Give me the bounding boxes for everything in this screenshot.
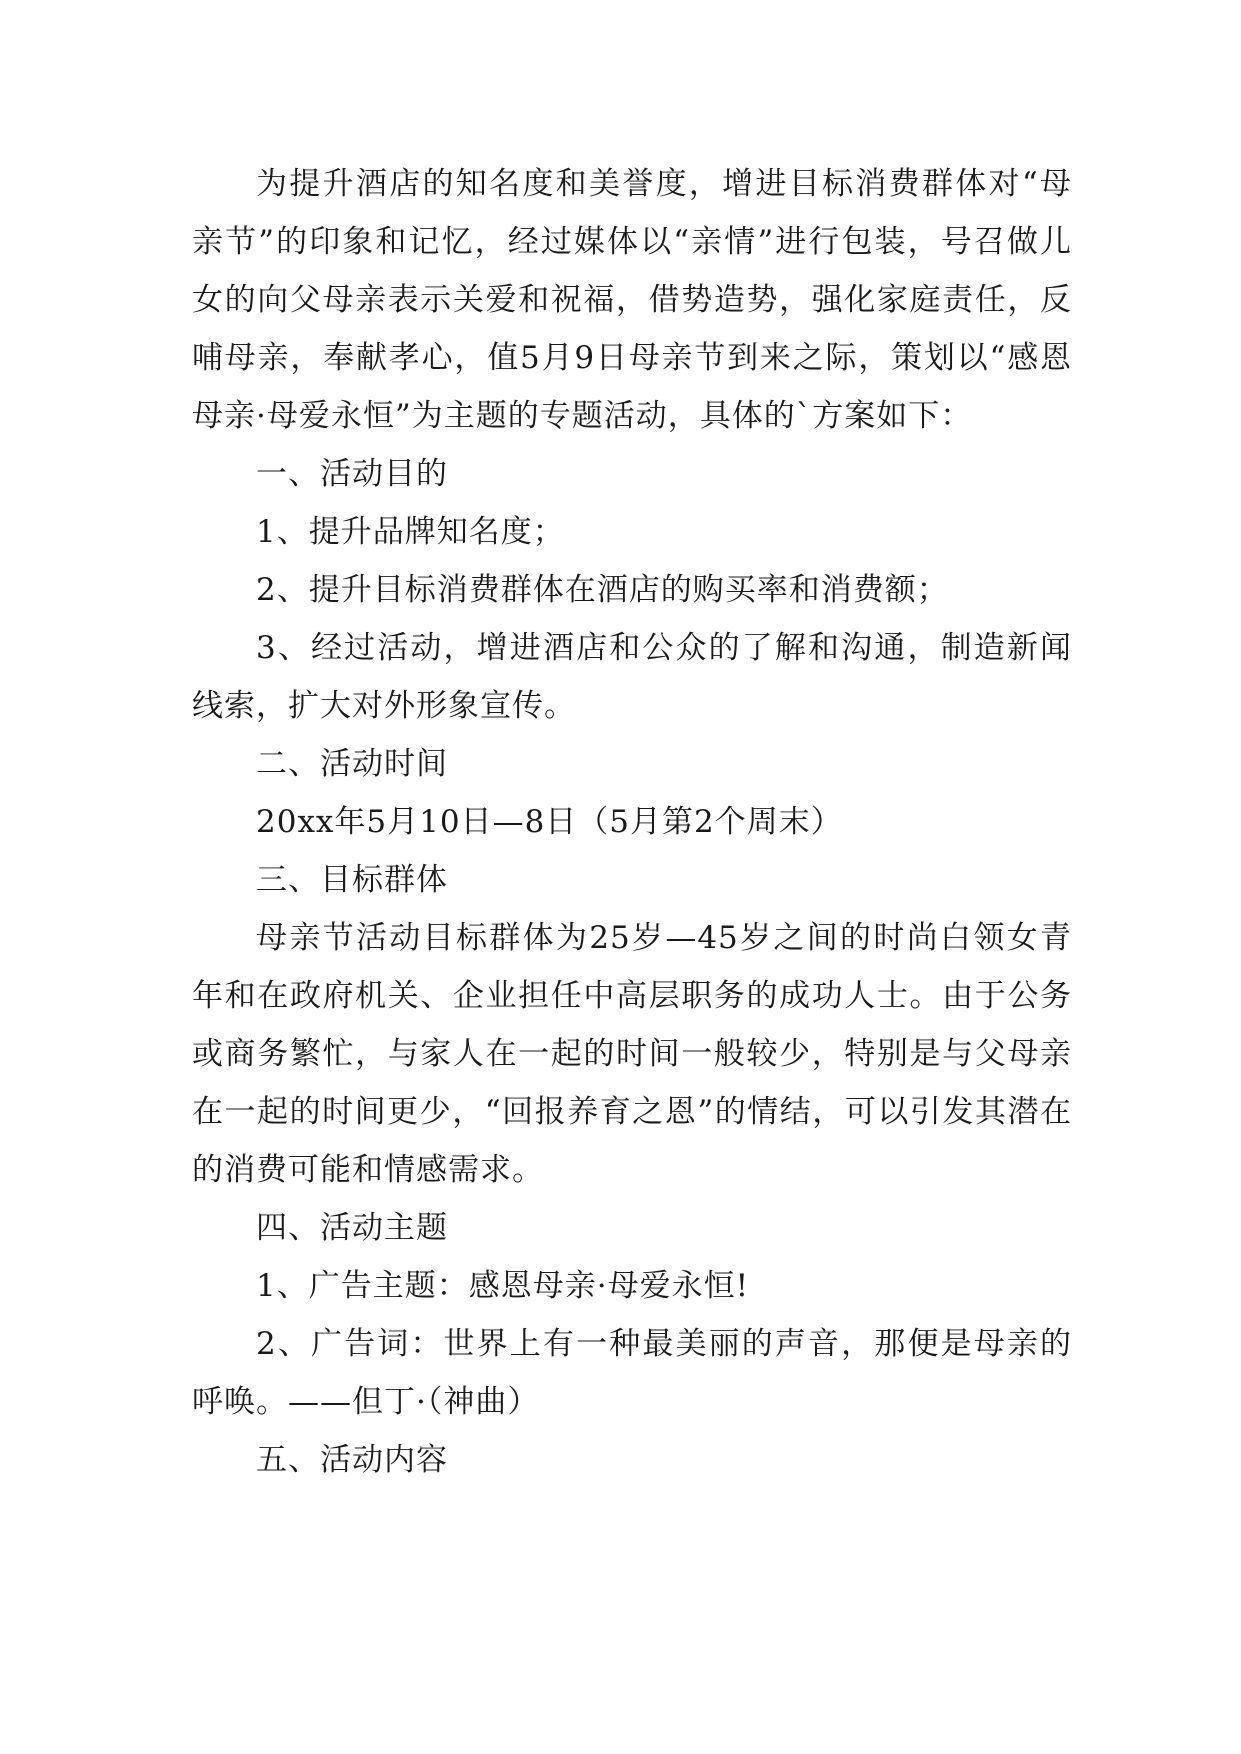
section-heading-target-group: 三、目标群体	[256, 862, 448, 898]
section-heading-theme: 四、活动主题	[256, 1210, 448, 1246]
section-heading-purpose: 一、活动目的	[256, 456, 448, 492]
intro-paragraph: 为提升酒店的知名度和美誉度，增进目标消费群体对“母亲节”的印象和记忆，经过媒体以“亲情”进行包装，号召做儿女的向父母亲表示关爱和祝福，借势造势，强化家庭责任，反哺母亲，奉献孝心，值5月9日母亲节到来之际，策划以“感恩母亲·母爱永恒”为主题的专题活动，具体的`方案如下：	[192, 166, 1072, 434]
target-group-paragraph: 母亲节活动目标群体为25岁—45岁之间的时尚白领女青年和在政府机关、企业担任中高层职务的成功人士。由于公务或商务繁忙，与家人在一起的时间一般较少，特别是与父母亲在一起的时间更少，“回报养育之恩”的情结，可以引发其潜在的消费可能和情感需求。	[192, 920, 1072, 1188]
document-body	[192, 155, 1072, 1489]
activity-date-text: 20xx年5月10日—8日（5月第2个周末）	[256, 804, 843, 840]
section-heading-content: 五、活动内容	[256, 1442, 448, 1478]
list-item: 3、经过活动，增进酒店和公众的了解和沟通，制造新闻线索，扩大对外形象宣传。	[192, 630, 1072, 724]
list-item: 1、提升品牌知名度；	[256, 514, 565, 550]
list-item: 1、广告主题：感恩母亲·母爱永恒!	[256, 1268, 750, 1304]
list-item: 2、提升目标消费群体在酒店的购买率和消费额；	[256, 572, 949, 608]
section-heading-time: 二、活动时间	[256, 746, 448, 782]
list-item: 2、广告词：世界上有一种最美丽的声音，那便是母亲的呼唤。——但丁·（神曲）	[192, 1326, 1072, 1420]
